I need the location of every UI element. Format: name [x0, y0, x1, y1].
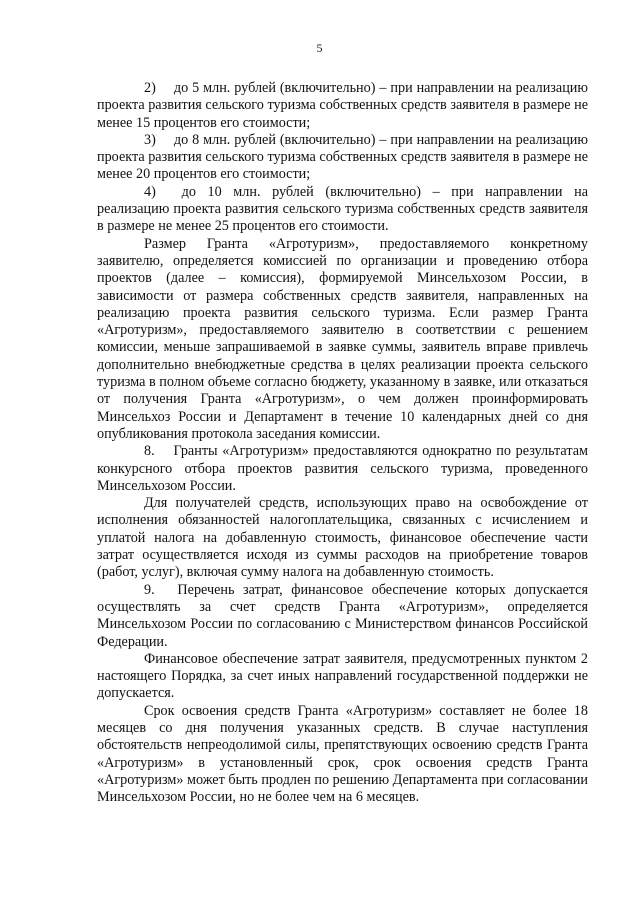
- grant-size-paragraph: Размер Гранта «Агротуризм», предоставляемого конкретному заявителю, определяется комиссией по организации и проведению отбора проектов (далее – комиссия), формируемой Минсельхозом России, в зависимости от размера собственных средств заявителя, направленных на реализацию проекта развития сельского туризма. Если размер Гранта «Агротуризм», предоставляемого заявителю в соответствии с решением комиссии, меньше запрашиваемой в заявке суммы, заявитель вправе привлечь дополнительно внебюджетные средства в целях реализации проекта сельского туризма в полном объеме согласно бюджету, указанному в заявке, или отказаться от получения Гранта «Агротуризм», о чем должен проинформировать Минсельхоз России и Департамент в течение 10 календарных дней со дня опубликования протокола заседания комиссии.: [97, 235, 588, 442]
- list-item-4: 4) до 10 млн. рублей (включительно) – при направлении на реализацию проекта развития сельского туризма собственных средств заявителя в размере не менее 25 процентов его стоимости.: [97, 183, 588, 235]
- list-item-3: 3) до 8 млн. рублей (включительно) – при направлении на реализацию проекта развития сельского туризма собственных средств заявителя в размере не менее 20 процентов его стоимости;: [97, 131, 588, 183]
- page-number: 5: [316, 41, 323, 55]
- document-body: [97, 80, 588, 806]
- grant-term-paragraph: Срок освоения средств Гранта «Агротуризм» составляет не более 18 месяцев со дня получения указанных средств. В случае наступления обстоятельств непреодолимой силы, препятствующих освоению средств Гранта «Агротуризм» в установленный срок, срок освоения средств Гранта «Агротуризм» может быть продлен по решению Департамента при согласовании Минсельхозом России, но не более чем на 6 месяцев.: [97, 702, 588, 806]
- financing-restriction-paragraph: Финансовое обеспечение затрат заявителя, предусмотренных пунктом 2 настоящего Порядка, за счет иных направлений государственной поддержки не допускается.: [97, 650, 588, 702]
- clause-9: 9. Перечень затрат, финансовое обеспечение которых допускается осуществлять за счет средств Гранта «Агротуризм», определяется Минсельхозом России по согласованию с Министерством финансов Российской Федерации.: [97, 581, 588, 650]
- list-item-2: 2) до 5 млн. рублей (включительно) – при направлении на реализацию проекта развития сельского туризма собственных средств заявителя в размере не менее 15 процентов его стоимости;: [97, 80, 588, 131]
- clause-8: 8. Гранты «Агротуризм» предоставляются однократно по результатам конкурсного отбора проектов развития сельского туризма, проведенного Минсельхозом России.: [97, 443, 588, 494]
- vat-paragraph: Для получателей средств, использующих право на освобождение от исполнения обязанностей налогоплательщика, связанных с исчислением и уплатой налога на добавленную стоимость, финансовое обеспечение части затрат осуществляется исходя из суммы расходов на приобретение товаров (работ, услуг), включая сумму налога на добавленную стоимость.: [97, 495, 588, 581]
